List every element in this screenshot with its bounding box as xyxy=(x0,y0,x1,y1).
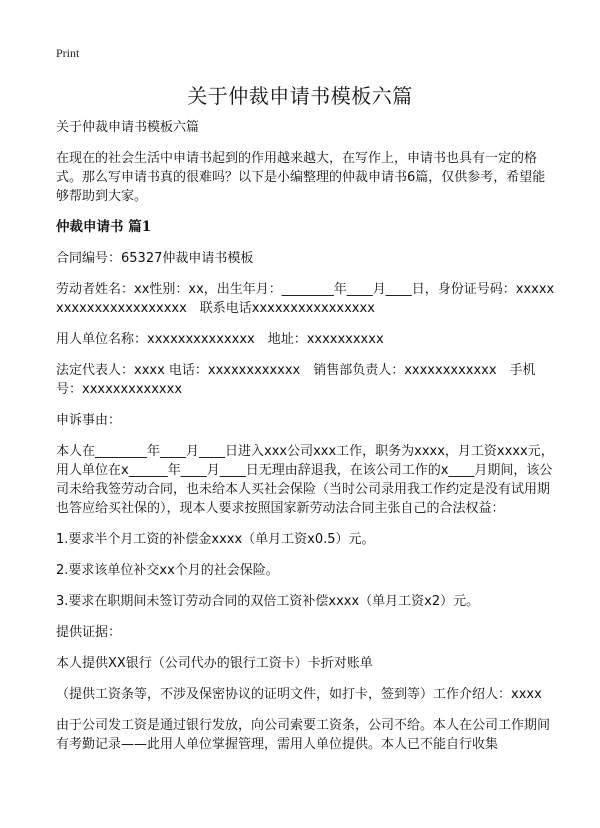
legal-rep-paragraph: 法定代表人：xxxx 电话：xxxxxxxxxxxx 销售部负责人：xxxxxxxxxxxx 手机号：xxxxxxxxxxxxx xyxy=(56,363,536,397)
request-item-2: 2.要求该单位补交xx个月的社会保险。 xyxy=(56,563,279,578)
intro-paragraph: 在现在的社会生活中申请书起到的作用越来越大，在写作上，申请书也具有一定的格式。那么写申请书真的很难吗？以下是小编整理的仲裁申请书6篇，仅供参考，希望能够帮助到大家。 xyxy=(56,151,546,204)
request-item-3: 3.要求在职期间未签订劳动合同的双倍工资补偿xxxx（单月工资x2）元。 xyxy=(56,594,480,609)
appeal-label: 申诉事由： xyxy=(56,413,122,428)
appeal-paragraph: 本人在________年____月____日进入xxx公司xxx工作，职务为xxxx，月工资xxxx元，用人单位在x______年____月____日无理由辞退我，在该公司工作的x____月期间，该公司未给我签劳动合同，也未给本人买社会保险（当时公司录用我工作约定是没有试用期也答应给买社保的），现本人要求按照国家新劳动法合同主张自己的合法权益： xyxy=(56,444,554,516)
page-title: 关于仲裁申请书模板六篇 xyxy=(187,84,413,108)
request-item-1: 1.要求半个月工资的补偿金xxxx（单月工资x0.5）元。 xyxy=(56,532,375,547)
employer-info-paragraph: 用人单位名称：xxxxxxxxxxxxxx 地址：xxxxxxxxxx xyxy=(56,332,384,347)
document-body xyxy=(56,118,556,766)
contract-number: 合同编号：65327仲裁申请书模板 xyxy=(56,251,254,266)
evidence-item-2: （提供工资条等，不涉及保密协议的证明文件，如打卡，签到等）工作介绍人：xxxx xyxy=(56,687,542,702)
subtitle-paragraph: 关于仲裁申请书模板六篇 xyxy=(56,120,200,135)
evidence-label: 提供证据： xyxy=(56,625,122,640)
evidence-item-1: 本人提供XX银行（公司代办的银行工资卡）卡折对账单 xyxy=(56,656,373,671)
closing-paragraph: 由于公司发工资是通过银行发放，向公司索要工资条，公司不给。本人在公司工作期间有考勤记录——此用人单位掌握管理，需用人单位提供。本人已不能自行收集 xyxy=(56,718,551,752)
worker-info-paragraph: 劳动者姓名：xx性别：xx，出生年月：________年____月____日，身份证号码：xxxxxxxxxxxxxxxxxxxxxx 联系电话xxxxxxxxxxxxxxxx xyxy=(56,282,555,316)
section-heading: 仲裁申请书 篇1 xyxy=(56,219,152,235)
print-link[interactable]: Print xyxy=(56,46,80,60)
